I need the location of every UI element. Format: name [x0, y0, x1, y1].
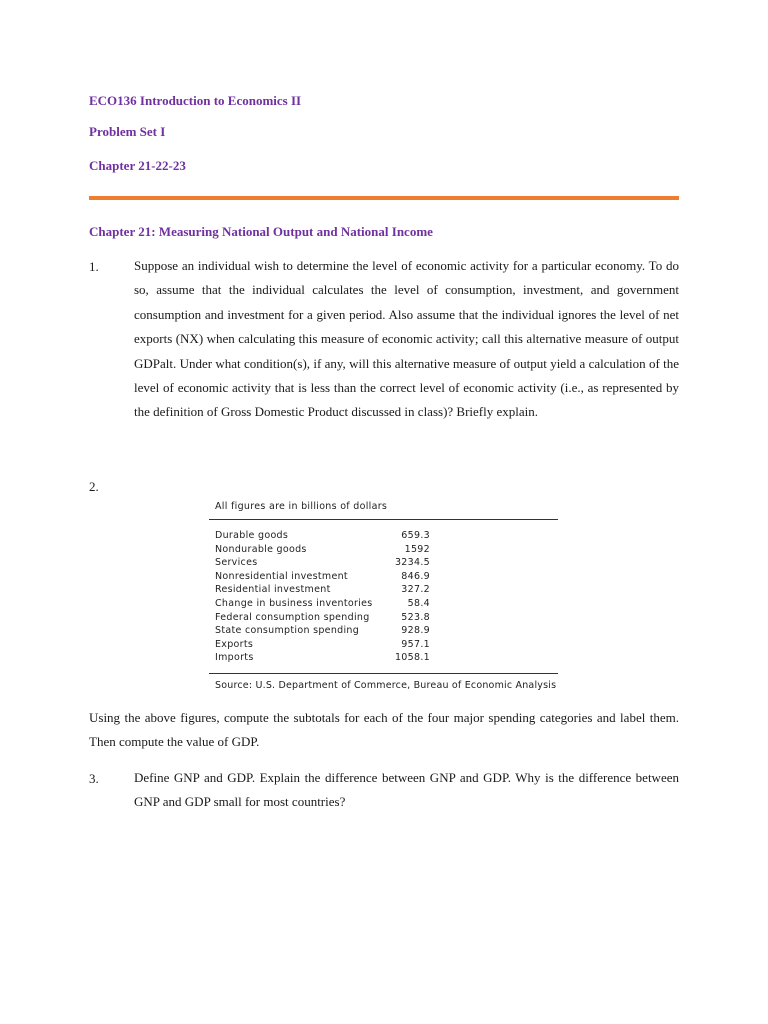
orange-divider — [89, 196, 679, 200]
row-value: 957.1 — [401, 638, 430, 650]
row-label: Nondurable goods — [215, 543, 307, 555]
row-value: 58.4 — [407, 597, 430, 609]
row-label: Change in business inventories — [215, 597, 373, 609]
problem-set-title: Problem Set I — [89, 124, 166, 139]
table-source: Source: U.S. Department of Commerce, Bureau of Economic Analysis — [215, 680, 557, 691]
table-row — [215, 651, 430, 665]
question-3-text: Define GNP and GDP. Explain the difference between GNP and GDP. Why is the difference between GNP and GDP small for most countries? — [134, 770, 679, 810]
table-row — [215, 556, 430, 570]
table-row — [215, 597, 430, 611]
question-1-text: Suppose an individual wish to determine the level of economic activity for a particular economy. To do so, assume that the individual calculates the level of consumption, investment, and government consumption and investment for a given period. Also assume that the individual ignores the level of net exports (NX) when calculating this measure of economic activity; call this alternative measure of output GDPalt. Under what condition(s), if any, will this alternative measure of output yield a calculation of the level of economic activity that is less than the correct level of economic activity (i.e., as represented by the definition of Gross Domestic Product discussed in class)? Briefly explain. — [134, 258, 679, 420]
row-value: 327.2 — [401, 584, 430, 596]
table-row — [215, 583, 430, 597]
row-label: Services — [215, 557, 258, 569]
table-row — [215, 624, 430, 638]
chapters-title: Chapter 21-22-23 — [89, 158, 186, 173]
row-value: 523.8 — [401, 611, 430, 623]
row-label: Residential investment — [215, 584, 331, 596]
row-value: 659.3 — [401, 530, 430, 541]
course-title: ECO136 Introduction to Economics II — [89, 93, 302, 108]
row-value: 928.9 — [401, 625, 430, 637]
table-top-rule — [209, 519, 558, 520]
question-2-number: 2. — [89, 479, 99, 494]
table-row — [215, 570, 430, 584]
table-bottom-rule — [209, 673, 558, 674]
row-label: Durable goods — [215, 530, 289, 541]
table-caption: All figures are in billions of dollars — [215, 501, 388, 512]
row-label: Federal consumption spending — [215, 611, 370, 623]
row-label: Nonresidential investment — [215, 570, 348, 582]
row-label: Imports — [215, 652, 254, 664]
row-label: Exports — [215, 638, 254, 650]
question-2-text: Using the above figures, compute the subtotals for each of the four major spending categories and label them. Then compute the value of GDP. — [89, 710, 679, 750]
row-label: State consumption spending — [215, 625, 360, 637]
question-3-number: 3. — [89, 771, 99, 786]
row-value: 846.9 — [401, 570, 430, 582]
table-row — [215, 543, 430, 557]
table-row — [215, 611, 430, 625]
question-1-number: 1. — [89, 259, 99, 274]
row-value: 3234.5 — [394, 557, 430, 569]
row-value: 1058.1 — [394, 652, 430, 664]
row-value: 1592 — [404, 543, 430, 555]
table-rows — [215, 529, 430, 665]
section-title: Chapter 21: Measuring National Output and National Income — [89, 224, 433, 239]
table-row — [215, 638, 430, 652]
table-row — [215, 529, 430, 543]
